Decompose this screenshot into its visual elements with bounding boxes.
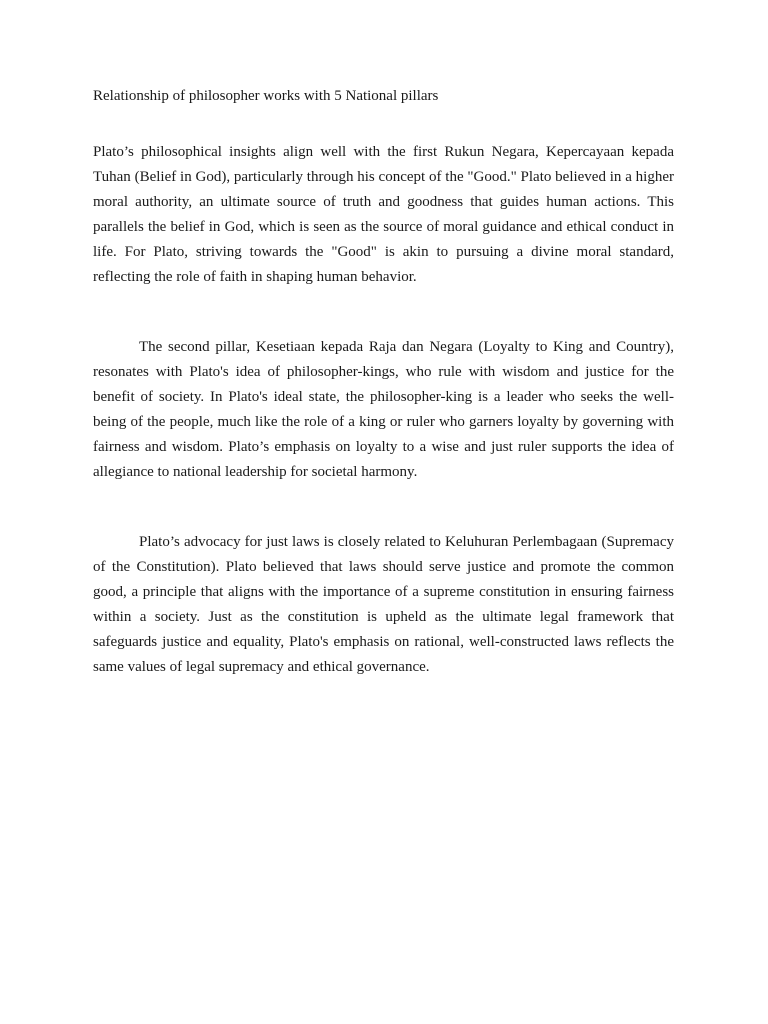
document-page [93,86,674,680]
paragraph-supremacy-of-constitution: Plato’s advocacy for just laws is closely related to Keluhuran Perlembagaan (Supremacy of the Constitution). Plato believed that laws should serve justice and promote the common good, a principle that aligns with the importance of a supreme constitution in ensuring fairness within a society. Just as the constitution is upheld as the ultimate legal framework that safeguards justice and equality, Plato's emphasis on rational, well-constructed laws reflects the same values of legal supremacy and ethical governance. [93,534,674,675]
paragraph-belief-in-god: Plato’s philosophical insights align well with the first Rukun Negara, Kepercayaan kepada Tuhan (Belief in God), particularly through his concept of the "Good." Plato believed in a higher moral authority, an ultimate source of truth and goodness that guides human actions. This parallels the belief in God, which is seen as the source of moral guidance and ethical conduct in life. For Plato, striving towards the "Good" is akin to pursuing a divine moral standard, reflecting the role of faith in shaping human behavior. [93,144,674,285]
document-title: Relationship of philosopher works with 5 National pillars [93,88,439,104]
paragraph-loyalty-to-king: The second pillar, Kesetiaan kepada Raja dan Negara (Loyalty to King and Country), resonates with Plato's idea of philosopher-kings, who rule with wisdom and justice for the benefit of society. In Plato's ideal state, the philosopher-king is a leader who seeks the well-being of the people, much like the role of a king or ruler who garners loyalty by governing with fairness and wisdom. Plato’s emphasis on loyalty to a wise and just ruler supports the idea of allegiance to national leadership for societal harmony. [93,339,674,480]
